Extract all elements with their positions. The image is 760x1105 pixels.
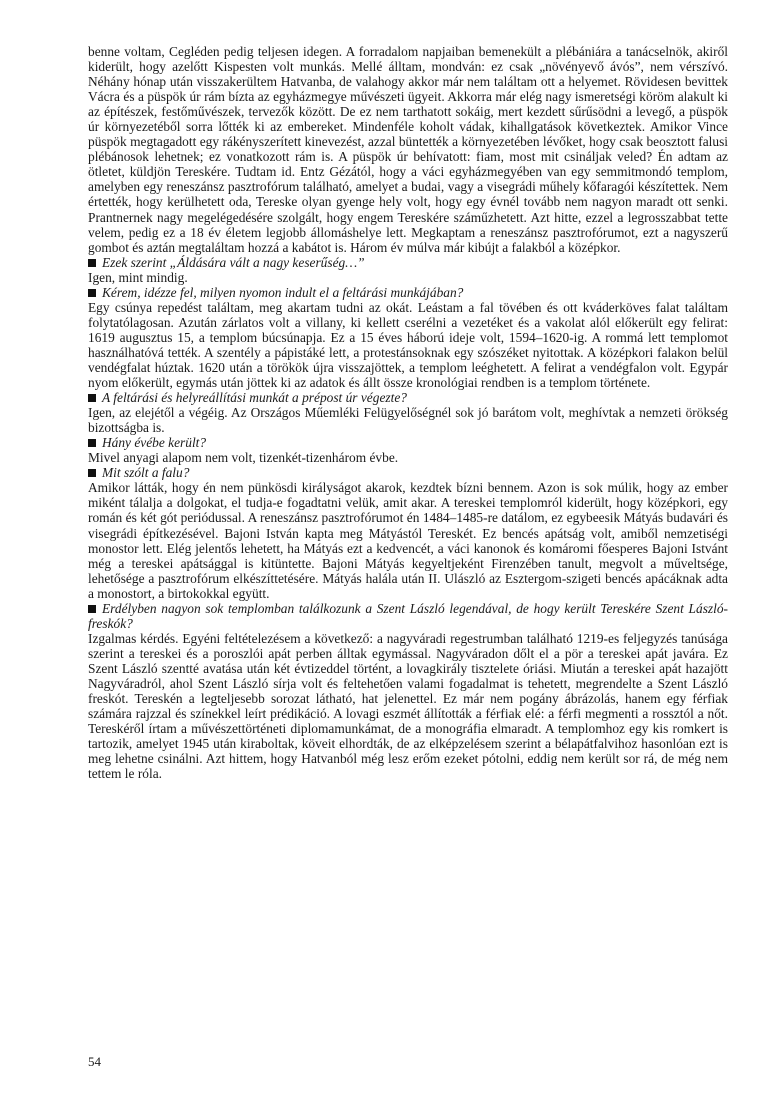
answer-paragraph: Igen, mint mindig.: [88, 269, 188, 285]
question-paragraph: [88, 601, 728, 631]
square-bullet-icon: [88, 439, 96, 447]
question-paragraph: [88, 465, 728, 480]
answer-paragraph: Izgalmas kérdés. Egyéni feltételezésem a következő: a nagyváradi regestrumban található 1219-es feljegyzés tanúsága szerint a tereskei és a poroszlói apát perben álltak egymással. Nagyváradon dőlt el a pör a tereskei apát javára. Ez Szent László szentté avatása után két évtizeddel történt, a lovagkirály tisztelete óriási. Miután a tereskei apát hazajött Nagyváradról, ahol Szent László sírja volt és feltehetően valami fogadalmat is tehetett, megrendelte a Szent László freskót. Tereskén a legteljesebb sorozat látható, hat jelenettel. Ez már nem pogány ábrázolás, hanem egy férfiak számára rajzzal és színekkel leírt prédikáció. A lovagi eszmét állították a férfiak elé: a férfi megmenti a rossztól a nőt. Tereskéről írtam a művészettörténeti diplomamunkámat, de a monográfia elmaradt. A templomhoz egy kis romkert is tartozik, amelyet 1945 után kiraboltak, köveit elhordták, de az elképzelésem szerint a bélapátfalvihoz hasonlóan ezt is meg lehetne csinálni. Azt hittem, hogy Hatvanból még lesz erőm ezeket pótolni, eddig nem került sor rá, de még nem tettem le róla.: [88, 630, 728, 782]
square-bullet-icon: [88, 605, 96, 613]
page-number: 54: [88, 1054, 101, 1069]
question-paragraph: [88, 435, 728, 450]
question-paragraph: [88, 285, 728, 300]
article-body: [88, 44, 728, 781]
square-bullet-icon: [88, 394, 96, 402]
square-bullet-icon: [88, 259, 96, 267]
question-text: Ezek szerint „Áldására vált a nagy keserűség…”: [102, 254, 365, 270]
square-bullet-icon: [88, 289, 96, 297]
question-text: Kérem, idézze fel, milyen nyomon indult el a feltárási munkájában?: [102, 284, 464, 300]
question-paragraph: [88, 255, 728, 270]
answer-paragraph: Mivel anyagi alapom nem volt, tizenkét-tizenhárom évbe.: [88, 450, 399, 466]
answer-paragraph: Amikor látták, hogy én nem pünkösdi királyságot akarok, kezdtek bízni bennem. Azon is sok múlik, hogy az ember miként tálalja a dolgokat, el tudja-e fogadtatni velük, amit akar. A tereskei templomról kiderült, hogy középkori, egy román és két gót periódussal. A reneszánsz pasztrofórumot én 1484–1485-re datálom, ez egybeesik Mátyás budavári és visegrádi építkezésével. Bajoni István kapta meg Mátyástól Tereskét. Ez bencés apátság volt, amiből nemzetiségi monostor lett. Elég jelentős lehetett, ha Mátyás ezt a kedvencét, a váci kanonok és komáromi főesperes Bajoni Istvánt még a tereskei apátsággal is kitüntette. Bajoni Mátyás kegyeltjeként Firenzében tanult, megvolt a műveltsége, lehetősége a pasztrofórum elkészíttetésére. Mátyás halála után II. Ulászló az Esztergom-szigeti bencés apácáknak adta a monostort, a birtokokkal együtt.: [88, 480, 728, 601]
answer-paragraph: benne voltam, Cegléden pedig teljesen idegen. A forradalom napjaiban bemenekült a plébániára a tanácselnök, akiről kiderült, hogy azelőtt Kispesten volt munkás. Mellé álltam, mondván: ez csak „növényevő ávós”, nem vérszívó. Néhány hónap után visszakerültem Hatvanba, de valahogy akkor már nem találtam ott a helyemet. Rövidesen bevittek Vácra és a püspök úr rám bízta az egyházmegye művészeti ügyeit. Akkorra már elég nagy ismeretségi köröm alakult ki az építészek, festőművészek, tervezők között. De ez nem tarthatott sokáig, mert kezdett sűrűsödni a levegő, a püspök úr környezetéből sorra lőtték ki az embereket. Mindenféle koholt vádak, kihallgatások következtek. Amikor Vince püspök megtagadott egy rákényszerített kinevezést, azzal büntették a környezetében lévőket, hogy csak beosztott falusi plébánosok lehetnek; ez vonatkozott rám is. A püspök úr behívatott: fiam, most mit csináljak veled? Én adtam az ötletet, küldjön Tereskére. Tudtam id. Entz Gézától, hogy a váci egyházmegyében van egy semmitmondó templom, amelyben egy reneszánsz pasztrofórum található, amelyet a budai, vagy a visegrádi műhely kőfaragói készítettek. Nem értették, hogy kerülhetett oda, Tereske olyan gyenge hely volt, hogy egy évnél tovább nem nagyon maradt ott senki. Prantnernek nagy megelégedésére szolgált, hogy engem Tereskére száműzhetett. Azt hitte, ezzel a legrosszabbat tette velem, pedig ez a 18 év életem legjobb állomáshelye lett. Megkaptam a reneszánsz pasztrofórumot, ezt a nagyszerű gombot és aztán megtaláltam hozzá a kabátot is. Három év múlva már kibújt a falakból a középkor.: [88, 44, 728, 255]
answer-paragraph: Egy csúnya repedést találtam, meg akartam tudni az okát. Leástam a fal tövében és ott kváderköves falat találtam folytatólagosan. Azután zárlatos volt a villany, ki kellett cserélni a vezetéket és a vakolat alól előkerült egy felirat: 1619 augusztus 15, a templom búcsúnapja. Ez a 15 éves háború ideje volt, 1594–1620-ig. A rommá lett templomot használhatóvá tették. A szentély a pápistáké lett, a protestánsoknak egy szószéket nyitottak. A középkori falakon belül vendégfalat húztak. 1620 után a törökök újra visszajöttek, a templom leéghetett. A felirat a vendégfalon volt. Egypár nyom előkerült, egymás után jöttek ki az adatok és állt össze kronológiai rendben is a templom története.: [88, 299, 728, 391]
question-text: Mit szólt a falu?: [102, 465, 190, 481]
question-text: A feltárási és helyreállítási munkát a prépost úr végezte?: [102, 390, 407, 406]
question-text: Hány évébe került?: [102, 435, 207, 451]
answer-paragraph: Igen, az elejétől a végéig. Az Országos Műemléki Felügyelőségnél sok jó barátom volt, meghívtak a nemzeti örökség bizottságba is.: [88, 405, 728, 436]
question-paragraph: [88, 390, 728, 405]
question-text: Erdélyben nagyon sok templomban találkozunk a Szent László legendával, de hogy került Tereskére Szent László-freskók?: [88, 600, 728, 631]
square-bullet-icon: [88, 469, 96, 477]
